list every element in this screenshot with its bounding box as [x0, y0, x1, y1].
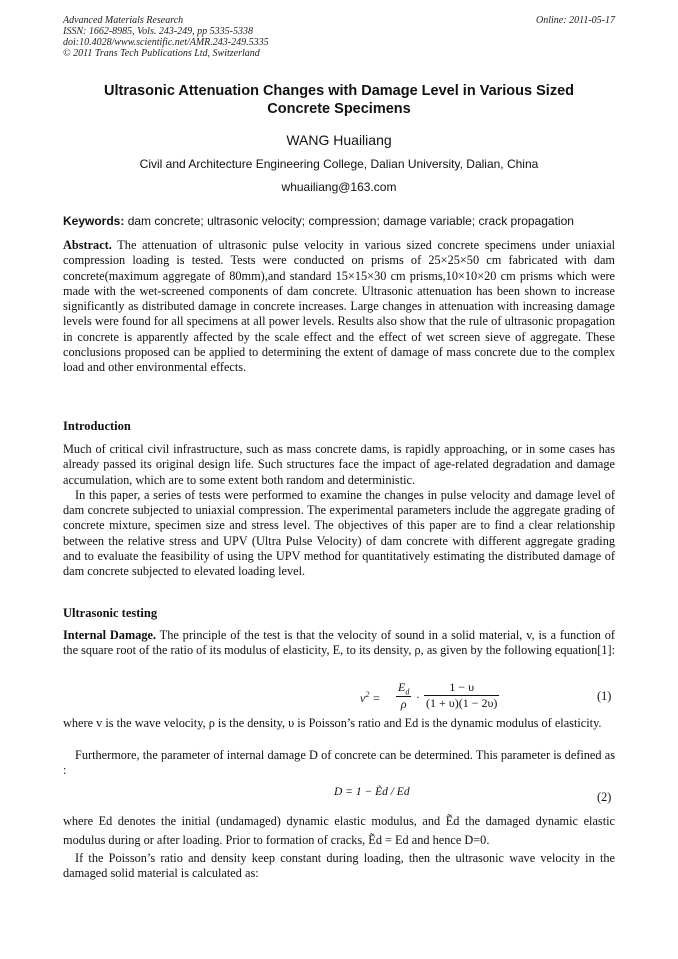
journal-doi: doi:10.4028/www.scientific.net/AMR.243-249.5335 [63, 37, 269, 48]
equation-1-number: (1) [597, 689, 612, 703]
equation-2-number: (2) [597, 790, 612, 804]
keywords [63, 214, 615, 228]
paper-title [63, 82, 615, 118]
title-line-2: Concrete Specimens [267, 101, 411, 117]
online-date: Online: 2011-05-17 [536, 15, 615, 26]
equation-1: $v^2$ = $\frac{E_d}{\rho}$ · $\frac{1 - \upsilon}{(1 + \upsilon)(1 - 2\upsilon)}$ [360, 680, 498, 712]
journal-issn: ISSN: 1662-8985, Vols. 243-249, pp 5335-5338 [63, 26, 253, 37]
journal-copyright: © 2011 Trans Tech Publications Ltd, Switzerland [63, 48, 260, 59]
journal-header [63, 15, 615, 59]
internal-damage-text: The principle of the test is that the velocity of sound in a solid material, v, is a function of the square root of the ratio of its modulus of elasticity, E, to its density, ρ, as given by the following equation[1]: [63, 628, 616, 658]
internal-damage-label: Internal Damage. [63, 628, 157, 642]
furthermore-paragraph: Furthermore, the parameter of internal damage D of concrete can be determined. This parameter is defined as : [63, 748, 615, 778]
author-name: WANG Huailiang [286, 132, 392, 148]
abstract-text: The attenuation of ultrasonic pulse velocity in various sized concrete specimens under uniaxial compression loading is tested. Tests were conducted on prisms of 25×25×50 cm fabricated with dam concrete(maximum aggregate of 80mm),and standard 15×15×30 cm prisms,10×10×20 cm prisms which were made with the wet-screened components of dam concrete. Ultrasonic attenuation has been shown to increase significantly as distributed damage in concrete increases. Large changes in attenuation with increasing damage levels were found for all specimens at all power levels. Results also show that the rule of ultrasonic propagation in concrete is apparently affected by the scale effect and the effect of wet screen sieve of aggregate. These conclusions proposed can be applied to determining the extent of damage of mass concrete due to the complex load and other environmental effects. [63, 238, 615, 375]
keywords-text: dam concrete; ultrasonic velocity; compression; damage variable; crack propagation [124, 214, 574, 228]
intro-paragraph-1: Much of critical civil infrastructure, such as mass concrete dams, is rapidly approaching, or in some cases has already passed its original design life. Such structures face the impact of age-related degradation and damage accumulation, which are to some extent both random and deterministic. [63, 442, 615, 487]
author-email: whuailiang@163.com [281, 180, 397, 194]
abstract-label: Abstract. [63, 238, 112, 252]
equation-2: D = 1 − Ẽd / Ed [334, 786, 410, 798]
abstract [63, 238, 615, 376]
journal-name: Advanced Materials Research [63, 15, 184, 26]
intro-paragraph-2: In this paper, a series of tests were performed to examine the changes in pulse velocity and damage level of dam concrete subjected to uniaxial compression. The experimental parameters include the aggregate grading of concrete mixture, specimen size and stress level. The objectives of this paper are to find a clear relationship between the relative stress and UPV (Ultra Pulse Velocity) of dam concrete with different aggregate grading and to evaluate the feasibility of using the UPV method for quantitatively estimating the distributed damage of dam concrete subjected to elevated loading level. [63, 487, 615, 579]
where-paragraph-2: where Ed denotes the initial (undamaged) dynamic elastic modulus, and Ẽd the damaged dynamic elastic modulus during or after loading. Prior to formation of cracks, Ẽd = Ed and hence D=0. [63, 814, 615, 847]
poisson-paragraph: If the Poisson’s ratio and density keep constant during loading, then the ultrasonic wave velocity in the damaged solid material is calculated as: [63, 851, 615, 881]
ultrasonic-testing-heading: Ultrasonic testing [63, 606, 158, 620]
title-line-1: Ultrasonic Attenuation Changes with Damage Level in Various Sized [103, 83, 574, 99]
introduction-heading: Introduction [63, 419, 131, 433]
internal-damage-paragraph [63, 628, 615, 659]
introduction-body [63, 442, 615, 580]
where-paragraph-1: where v is the wave velocity, ρ is the density, υ is Poisson’s ratio and Ed is the dynamic modulus of elasticity. [63, 716, 602, 730]
keywords-label: Keywords: [63, 214, 125, 228]
author-affiliation: Civil and Architecture Engineering College, Dalian University, Dalian, China [139, 157, 539, 171]
